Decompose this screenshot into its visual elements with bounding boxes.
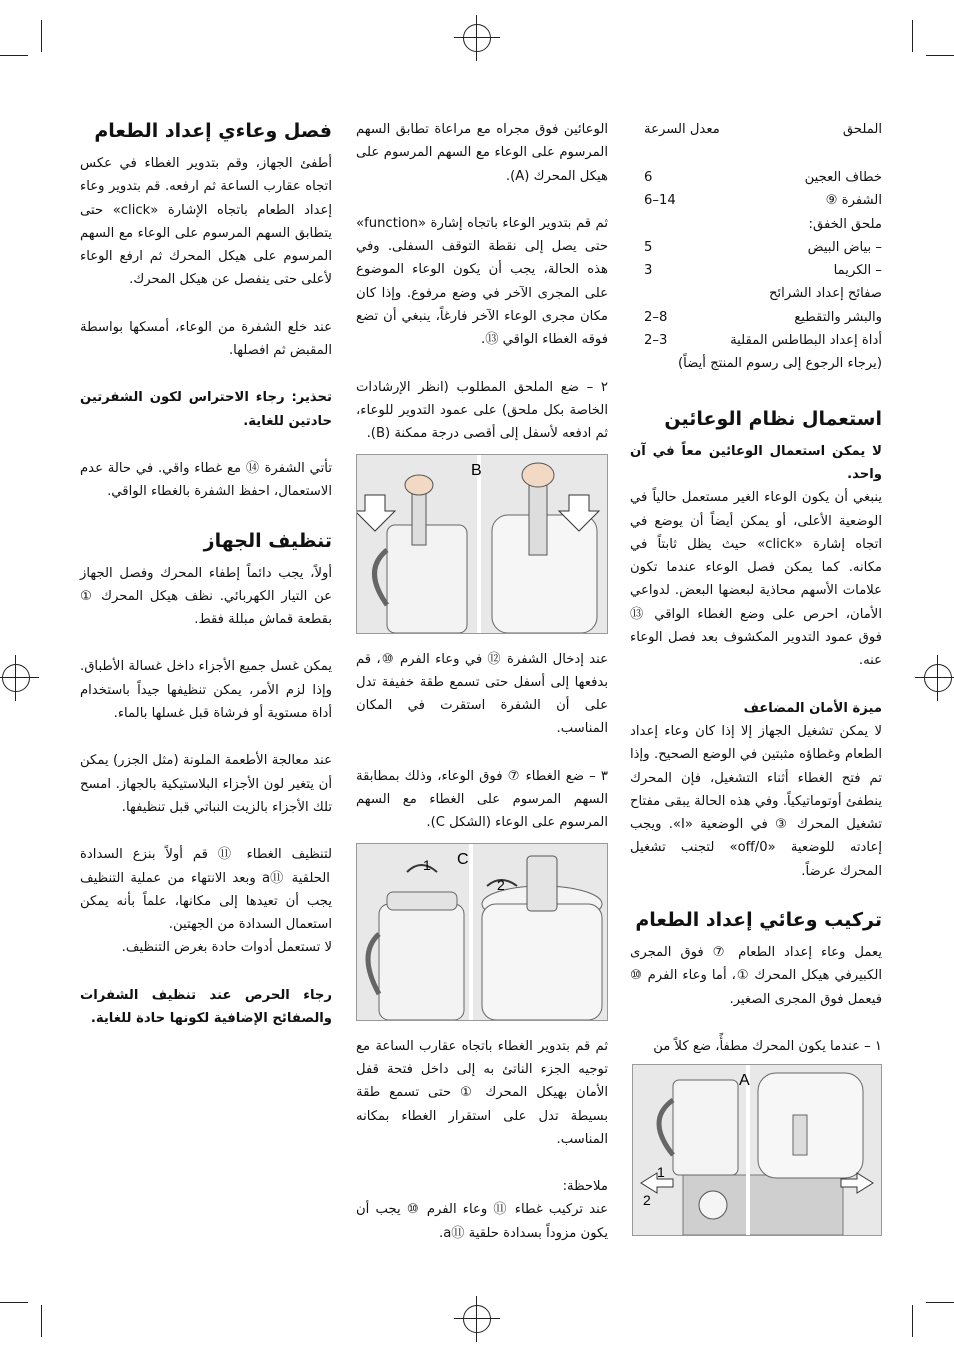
row-item: أداة إعداد البطاطس المقلية bbox=[730, 333, 882, 349]
note-title: ملاحظة: bbox=[562, 1179, 608, 1195]
section-title: تنظيف الجهاز bbox=[203, 529, 332, 552]
figure-a bbox=[632, 1064, 882, 1236]
figure-c bbox=[356, 843, 608, 1021]
crop-mark bbox=[41, 1305, 42, 1337]
table-row bbox=[630, 329, 882, 352]
paragraph: ثم قم بتدوير الغطاء باتجاه عقارب الساعة مع توجيه الجزء الناتئ به إلى داخل فتحة قفل الأمان بهيكل المحرك ① حتى تسمع طقة بسيطة تدل على استقرار الغطاء بمكانه المناسب. bbox=[356, 1038, 608, 1147]
crop-mark bbox=[926, 1302, 954, 1303]
table-row bbox=[630, 213, 882, 236]
paragraph: الوعائين فوق مجراه مع مراعاة تطابق السهم المرسوم على الوعاء مع السهم المرسوم على هيكل المحرك (A). bbox=[356, 122, 608, 184]
row-speed: 5 bbox=[644, 239, 653, 255]
row-item: الشفرة ⑨ bbox=[825, 193, 882, 209]
row-item: صفائح إعداد الشرائح bbox=[768, 286, 882, 302]
figure-number: 1 bbox=[423, 856, 431, 873]
table-row bbox=[630, 166, 882, 189]
section-title: فصل وعاءي إعداد الطعام bbox=[94, 120, 332, 142]
paragraph: أطفئ الجهاز، وقم بتدوير الغطاء في عكس اتجاه عقارب الساعة ثم ارفعه. قم بتدوير وعاء إعداد الطعام باتجاه الإشارة «click» حتى يتطابق السهم المرسوم على الوعاء مع السهم المرسوم على هيكل المحرك ثم ارفع الوعاء لأعلى حتى ينفصل عن هيكل المحرك. bbox=[80, 156, 333, 288]
figure-number: 2 bbox=[643, 1192, 651, 1209]
figure-number: 2 bbox=[497, 876, 505, 893]
table-row bbox=[630, 306, 882, 329]
row-speed: 6 bbox=[644, 170, 653, 185]
row-speed: 2–8 bbox=[644, 309, 668, 325]
crop-mark bbox=[0, 55, 28, 56]
blade-insert-illustration bbox=[357, 455, 607, 633]
paragraph: ثم قم بتدوير الوعاء باتجاه إشارة «function» حتى يصل إلى نقطة التوقف السفلى. وفي هذه الحالة، يجب أن يكون الوعاء الموضوع على المجرى الآخر في وضع مرفوع. وإذا كان مكان مجرى الوعاء الآخر فارغاً، ينبغي أن تضع فوقه الغطاء الواقي ⑬. bbox=[356, 215, 608, 348]
crop-mark bbox=[41, 20, 42, 52]
table-row bbox=[630, 352, 882, 375]
header-accessory: الملحق bbox=[842, 122, 882, 137]
paragraph: عند معالجة الأطعمة الملونة (مثل الجزر) يمكن أن يتغير لون الأجزاء البلاستيكية بالجهاز. امسح تلك الأجزاء بالزيت النباتي قبل تنظيفها. bbox=[80, 753, 332, 815]
warning-text: تحذير: رجاء الاحتراس لكون الشفرتين حادتين للغاية. bbox=[80, 390, 332, 429]
column-left bbox=[80, 118, 332, 1054]
figure-label: B bbox=[471, 461, 482, 479]
row-speed: 2–3 bbox=[644, 333, 668, 349]
paragraph: لتنظيف الغطاء ⑪ قم أولاً بنزع السدادة الحلقية ⑪a وبعد الانتهاء من عملية التنظيف يجب أن تعيدها إلى مكانها، علماً بأنه يمكن استعمال السدادة من الجهتين. bbox=[80, 847, 332, 933]
row-item: ملحق الخفق: bbox=[808, 216, 882, 232]
row-item: (يرجاء الرجوع إلى رسوم المنتج أيضاً) bbox=[678, 356, 882, 372]
section-title: تركيب وعائي إعداد الطعام bbox=[635, 909, 882, 932]
row-speed bbox=[630, 282, 724, 305]
table-row bbox=[630, 282, 882, 305]
section-title: استعمال نظام الوعائين bbox=[664, 407, 882, 430]
warning-text: رجاء الحرص عند تنظيف الشفرات والصفائح الإضافية لكونها حادة للغاية. bbox=[80, 987, 332, 1027]
figure-b bbox=[356, 454, 608, 634]
paragraph: ٢ – ضع الملحق المطلوب (انظر الإرشادات الخاصة بكل ملحق) على عمود التدوير للوعاء، ثم ادفعه لأسفل إلى أقصى درجة ممكنة (B). bbox=[356, 379, 608, 442]
header-speed: معدل السرعة bbox=[644, 122, 720, 137]
paragraph: ينبغي أن يكون الوعاء الغير مستعمل حالياً في الوضعية الأعلى، أو يمكن أيضاً أن يوضع في اتجاه إشارة «click» حيث يظل ثابتاً في مكانه. كما يمكن فصل الوعاء عندما تكون علامات الأسهم محاذية لبعضها البعض. لدواعي الأمان، احرص على وضع الغطاء الواقي ⑬ فوق عمود التدوير المكشوف بعد فصل الوعاء عنه. bbox=[630, 490, 882, 669]
paragraph: عند خلع الشفرة من الوعاء، أمسكها بواسطة المقبض ثم افصلها. bbox=[80, 319, 332, 359]
table-header bbox=[630, 118, 882, 166]
figure-number: 1 bbox=[657, 1164, 665, 1181]
paragraph: تأتي الشفرة ⑭ مع غطاء واقي. في حالة عدم الاستعمال، احفظ الشفرة بالغطاء الواقي. bbox=[80, 460, 332, 500]
row-item: والبشر والتقطيع bbox=[794, 309, 882, 325]
figure-label: C bbox=[457, 850, 469, 868]
table-row bbox=[630, 236, 882, 259]
paragraph: يعمل وعاء إعداد الطعام ⑦ فوق المجرى الكبيرفي هيكل المحرك ①، أما وعاء الفرم ⑩ فيعمل فوق المجرى الصغير. bbox=[630, 945, 882, 1007]
row-item: خطاف العجين bbox=[804, 170, 882, 185]
section-subtitle: ميزة الأمان المضاعف bbox=[743, 700, 882, 716]
crop-mark bbox=[926, 55, 954, 56]
row-speed: 3 bbox=[644, 263, 653, 279]
row-speed bbox=[630, 213, 724, 236]
registration-mark bbox=[2, 664, 30, 692]
row-speed: 6–14 bbox=[644, 193, 676, 209]
crop-mark bbox=[912, 1305, 913, 1337]
paragraph: أولاً، يجب دائماً إطفاء المحرك وفصل الجهاز عن التيار الكهربائي. نظف هيكل المحرك ① بقطعة قماش مبللة فقط. bbox=[80, 565, 332, 628]
registration-mark bbox=[463, 24, 491, 52]
table-row bbox=[630, 259, 882, 282]
figure-label: A bbox=[739, 1072, 750, 1090]
paragraph: عند إدخال الشفرة ⑫ في وعاء الفرم ⑩، قم بدفعها إلى أسفل حتى تسمع طقة خفيفة تدل على أن الشفرة استقرت في المكان المناسب. bbox=[356, 651, 608, 737]
registration-mark bbox=[463, 1305, 491, 1333]
crop-mark bbox=[912, 20, 913, 52]
note-text: عند تركيب غطاء ⑪ وعاء الفرم ⑩ يجب أن يكون مزوداً بسدادة حلقية ⑪a. bbox=[356, 1202, 608, 1241]
row-item: – الكريما bbox=[833, 263, 882, 279]
food-processor-illustration bbox=[633, 1065, 881, 1235]
paragraph: ٣ – ضع الغطاء ⑦ فوق الوعاء، وذلك بمطابقة السهم المرسوم على الغطاء مع السهم المرسوم على الوعاء (الشكل C). bbox=[356, 768, 608, 831]
paragraph: لا يمكن تشغيل الجهاز إلا إذا كان وعاء إعداد الطعام وغطاؤه مثبتين في الوضع الصحيح. وإذا تم فتح الغطاء أثناء التشغيل، فإن المحرك ينطفئ أوتوماتيكياً. وفي هذه الحالة يبقى مفتاح تشغيل المحرك ③ في الوضعية «I». ويجب إعادته للوضعية «off/0» لتجنب تشغيل المحرك عرضاً. bbox=[630, 723, 883, 879]
column-right bbox=[630, 118, 882, 1250]
paragraph: يمكن غسل جميع الأجزاء داخل غسالة الأطباق. وإذا لزم الأمر، يمكن تنظيفها جيداً باستخدام أداة مستوية أو فرشاة قبل غسلها بالماء. bbox=[80, 659, 332, 722]
crop-mark bbox=[0, 1302, 28, 1303]
paragraph: لا تستعمل أدوات حادة بغرض التنظيف. bbox=[121, 940, 332, 956]
column-middle bbox=[356, 118, 608, 1245]
warning-text: لا يمكن استعمال الوعائين معاً في آن واحد. bbox=[630, 443, 882, 482]
speed-table bbox=[630, 118, 882, 376]
registration-mark bbox=[924, 664, 952, 692]
row-item: – بياض البيض bbox=[807, 239, 882, 255]
step-text: ١ – عندما يكون المحرك مطفأً، ضع كلاً من bbox=[653, 1038, 882, 1054]
lid-fitting-illustration bbox=[357, 844, 607, 1020]
table-row bbox=[630, 189, 882, 212]
